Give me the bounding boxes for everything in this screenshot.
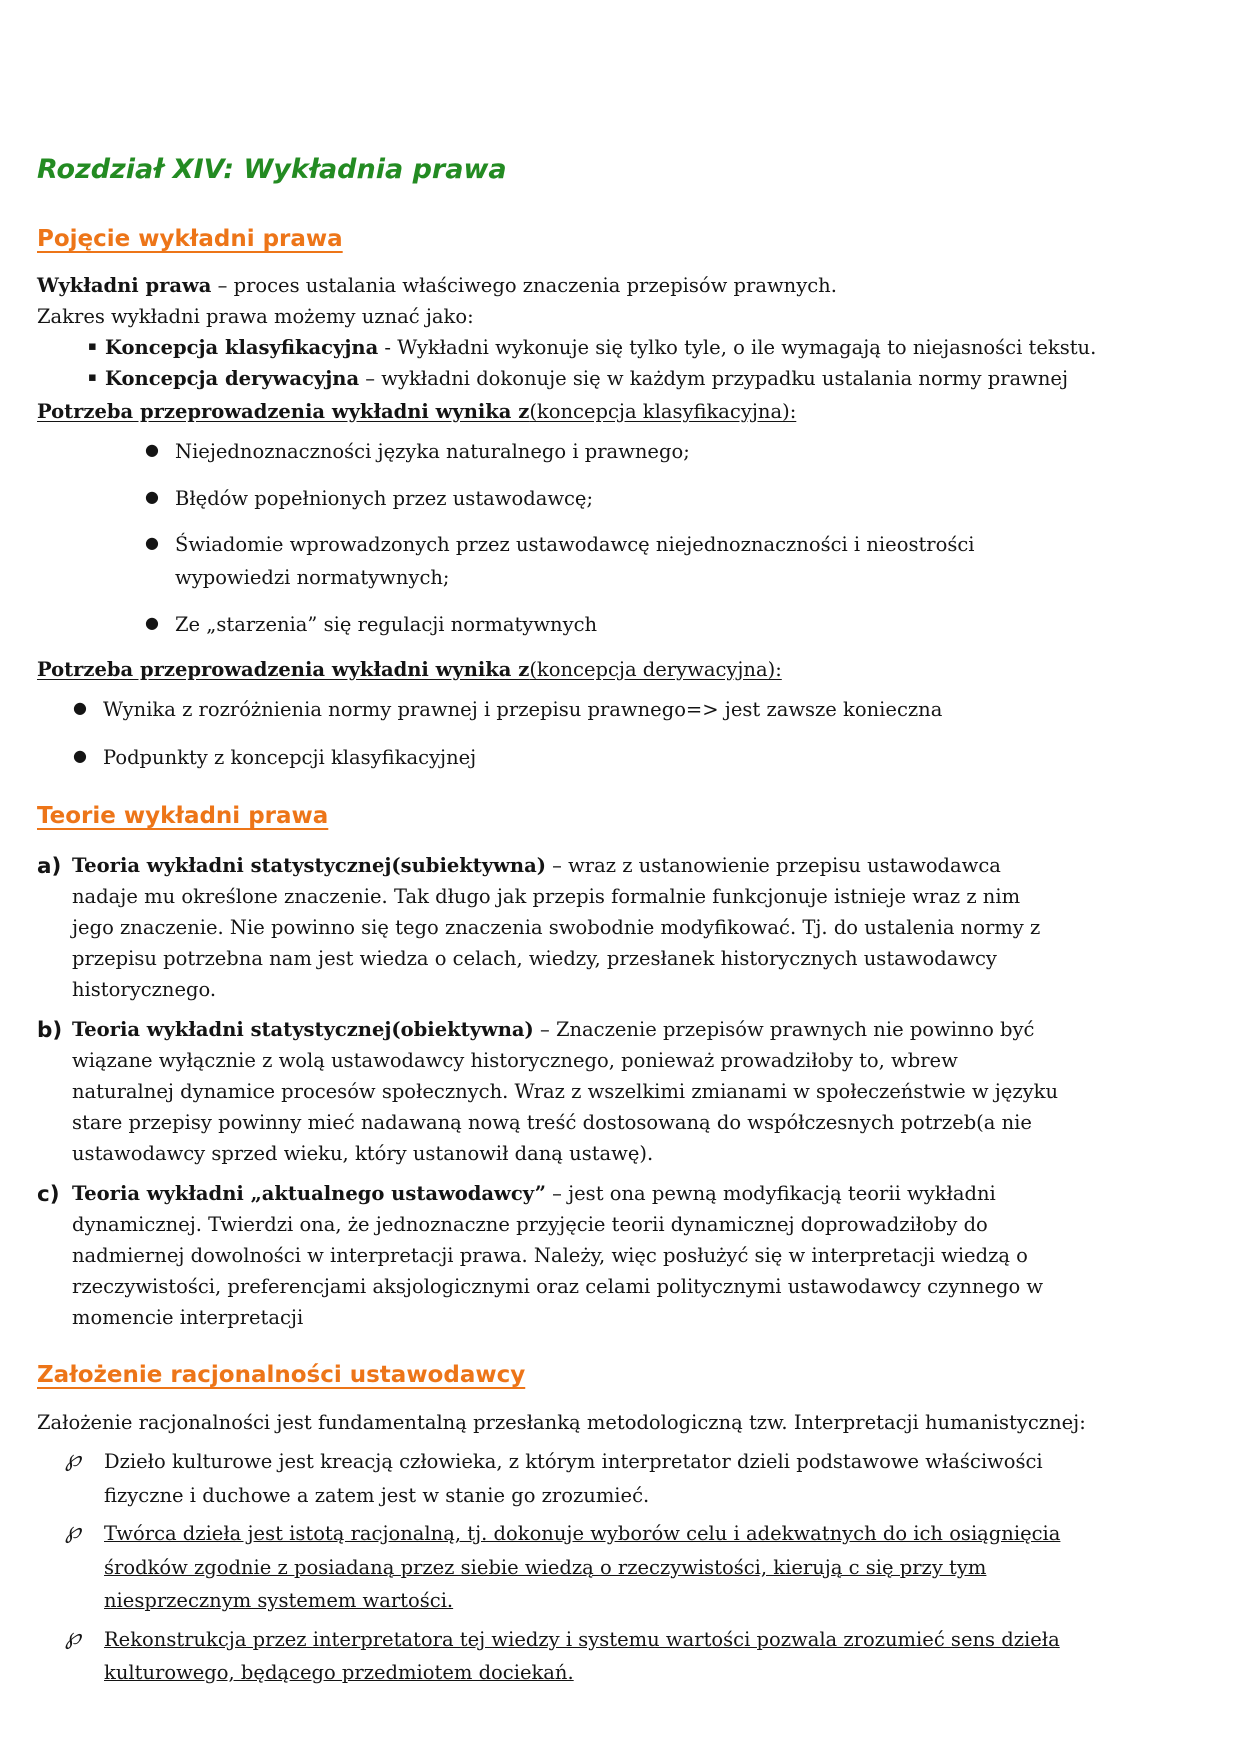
definition-term: Wykładni prawa [37,274,212,298]
list-item [37,436,1200,469]
section-teorie-wykladni-prawa [37,800,1200,1333]
list-item [37,1623,1200,1690]
concept-text [105,334,1096,362]
concept-term: Koncepcja derywacyjna [105,367,360,391]
list-item [37,694,1200,727]
concept-rest: - Wykładni wykonuje się tylko tyle, o ile wymagają to niejasności tekstu. [378,336,1097,360]
theory-text [72,1014,1060,1170]
list-item-text: Niejednoznaczności języka naturalnego i prawnego; [175,439,690,463]
theory-term: Teoria wykładni statystycznej(obiektywna) [72,1017,534,1041]
list-item [37,742,1200,775]
list-item [37,1445,1200,1512]
round-bullet-icon: ● [145,533,159,553]
chapter-title: Rozdział XIV: Wykładnia prawa [37,154,507,185]
list-item-text: Twórca dzieła jest istotą racjonalną, tj. dokonuje wyborów celu i adekwatnych do ich osiągnięcia środków zgodnie z posiadaną przez siebie wiedzą o rzeczywistości, kierują c się przy tym niesprzecznym systemem wartości. [104,1522,1061,1613]
list-item [37,483,1200,516]
theory-item-a [37,850,1200,1006]
list-item-text: Błędów popełnionych przez ustawodawcę; [175,486,594,510]
list-item-text: Dzieło kulturowe jest kreacją człowieka, z którym interpretator dzieli podstawowe właściwości fizyczne i duchowe a zatem jest w stanie go zrozumieć. [104,1450,1043,1507]
theory-text [72,1178,1060,1334]
definition-text: – proces ustalania właściwego znaczenia przepisów prawnych. [211,274,837,298]
theory-term: Teoria wykładni statystycznej(subiektywna) [72,853,546,877]
round-bullet-icon: ● [145,486,159,506]
list-item-text: Wynika z rozróżnienia normy prawnej i przepisu prawnego=> jest zawsze konieczna [103,697,943,721]
script-p-bullet-icon: ℘ [65,1446,82,1473]
theory-item-c [37,1178,1200,1334]
definition-paragraph [37,272,1200,300]
section-zalozenie-racjonalnosci [37,1359,1200,1689]
need-heading-bold: Potrzeba przeprowadzenia wykładni wynika z [37,657,530,681]
need-heading-rest: (koncepcja derywacyjna): [529,657,782,681]
list-item [37,609,1200,642]
section-heading-pojecie: Pojęcie wykładni prawa [37,226,343,253]
list-item [37,529,1200,595]
theory-label: c) [37,1181,60,1207]
concept-rest: – wykładni dokonuje się w każdym przypadku ustalania normy prawnej [359,367,1069,391]
theory-description: – wraz z ustanowienie przepisu ustawodawca nadaje mu określone znaczenie. Tak długo jak przepis formalnie funkcjonuje istnieje wraz z nim jego znaczenie. Nie powinno się tego znaczenia swobodnie modyfikować. Tj. do ustalenia normy z przepisu potrzebna nam jest wiedza o celach, wiedzy, przesłanek historycznych ustawodawcy historycznego. [72,853,1041,1002]
need-heading-bold: Potrzeba przeprowadzenia wykładni wynika z [37,399,530,423]
script-p-bullet-icon: ℘ [65,1518,82,1545]
section-pojecie-wykladni-prawa [37,223,1200,774]
zalozenie-intro: Założenie racjonalności jest fundamentalną przesłanką metodologiczną tzw. Interpretacji humanistycznej: [37,1410,1086,1434]
list-item [37,1517,1200,1618]
theory-label: a) [37,853,62,879]
theory-item-b [37,1014,1200,1170]
need-heading-derywacyjna [37,656,1200,684]
square-bullet-icon: ▪ [88,370,97,386]
square-bullet-icon: ▪ [88,339,97,355]
round-bullet-icon: ● [145,612,159,632]
need-heading-klasyfikacyjna [37,398,1200,426]
need-klasyfikacyjna-list [37,436,1200,642]
need-heading-rest: (koncepcja klasyfikacyjna): [529,399,797,423]
need-derywacyjna-list [37,694,1200,775]
zalozenie-list [37,1445,1200,1690]
scope-intro: Zakres wykładni prawa możemy uznać jako: [37,304,474,328]
theory-term: Teoria wykładni „aktualnego ustawodawcy” [72,1181,546,1205]
list-item-text: Ze „starzenia” się regulacji normatywnych [175,612,598,636]
list-item-text: Podpunkty z koncepcji klasyfikacyjnej [103,745,477,769]
concepts-list [37,334,1200,394]
list-item-text: Świadomie wprowadzonych przez ustawodawcę niejednoznaczności i nieostrości wypowiedzi normatywnych; [175,533,975,590]
script-p-bullet-icon: ℘ [65,1623,82,1650]
section-heading-zalozenie: Założenie racjonalności ustawodawcy [37,1362,526,1389]
theory-label: b) [37,1017,63,1043]
list-item [37,365,1200,393]
round-bullet-icon: ● [145,439,159,459]
theory-description: – jest ona pewną modyfikacją teorii wykładni dynamicznej. Twierdzi ona, że jednoznaczne przyjęcie teorii dynamicznej doprowadziłoby do nadmiernej dowolności w interpretacji prawa. Należy, więc posłużyć się w interpretacji wiedzą o rzeczywistości, preferencjami aksjologicznymi oraz celami politycznymi ustawodawcy czynnego w momencie interpretacji [72,1181,1044,1330]
concept-text [105,365,1068,393]
list-item [37,334,1200,362]
concept-term: Koncepcja klasyfikacyjna [105,336,379,360]
theory-description: – Znaczenie przepisów prawnych nie powinno być wiązane wyłącznie z wolą ustawodawcy historycznego, ponieważ prowadziłoby to, wbrew naturalnej dynamice procesów społecznych. Wraz z wszelkimi zmianami w społeczeństwie w języku stare przepisy powinny mieć nadawaną nową treść dostosowaną do współczesnych potrzeb(a nie ustawodawcy sprzed wieku, który ustanowił daną ustawę). [72,1017,1059,1166]
theory-text [72,850,1060,1006]
section-heading-teorie: Teorie wykładni prawa [37,803,329,830]
list-item-text: Rekonstrukcja przez interpretatora tej wiedzy i systemu wartości pozwala zrozumieć sens dzieła kulturowego, będącego przedmiotem dociekań. [104,1627,1060,1685]
round-bullet-icon: ● [73,745,87,765]
round-bullet-icon: ● [73,697,87,717]
